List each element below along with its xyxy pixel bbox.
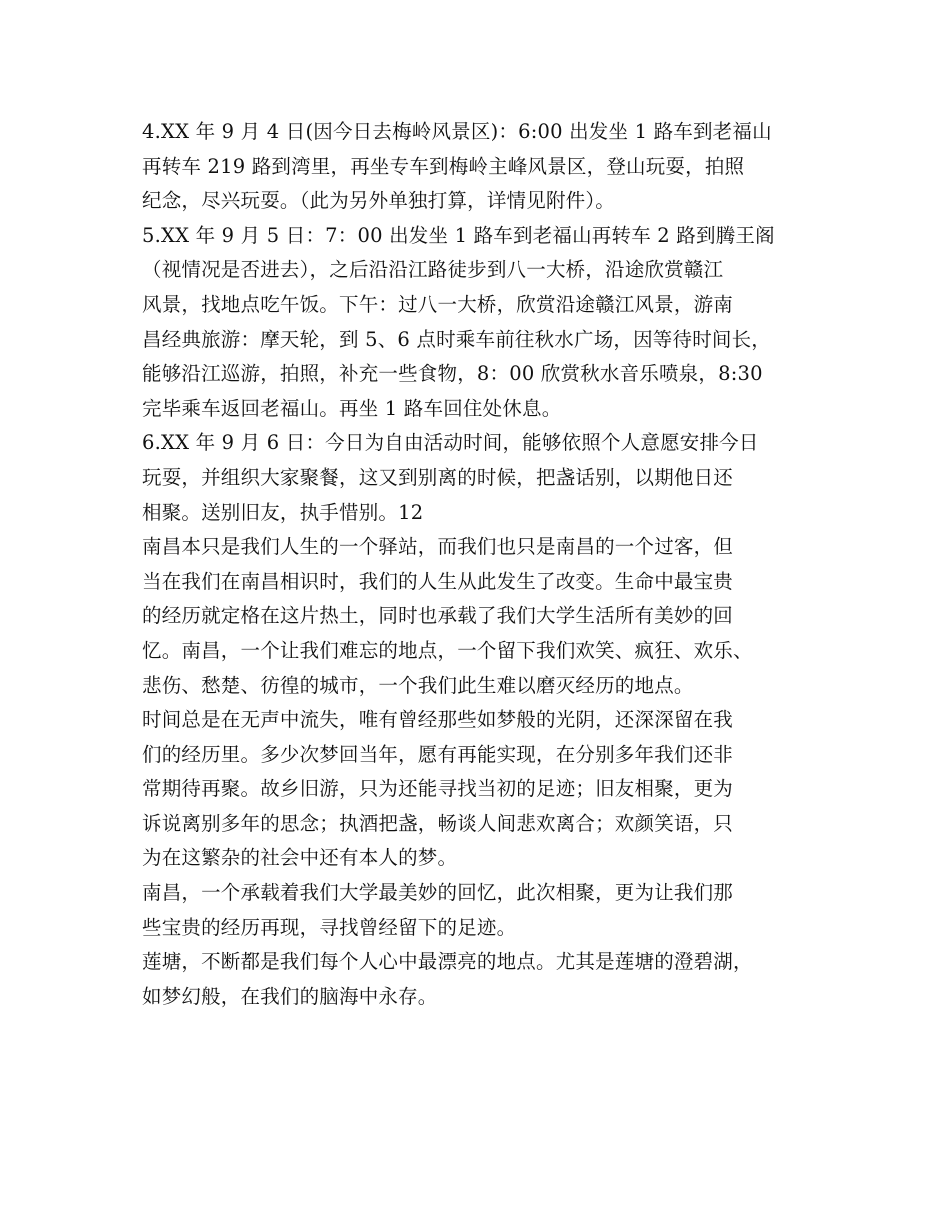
text-line: （视情况是否进去），之后沿沿江路徒步到八一大桥，沿途欣赏赣江 [142,258,724,282]
text-line: 再转车 219 路到湾里，再坐专车到梅岭主峰风景区，登山玩耍，拍照 [142,154,745,178]
text-line: 当在我们在南昌相识时，我们的人生从此发生了改变。生命中最宝贵 [142,569,734,593]
text-line: 悲伤、愁楚、彷徨的城市，一个我们此生难以磨灭经历的地点。 [142,673,694,697]
text-line: 南昌，一个承载着我们大学最美妙的回忆，此次相聚，更为让我们那 [142,881,734,905]
text-line: 5.XX 年 9 月 5 日：7：00 出发坐 1 路车到老福山再转车 2 路到腾王阁 [142,223,775,247]
text-line: 玩耍，并组织大家聚餐，这又到别离的时候，把盏话别，以期他日还 [142,465,734,489]
document-body [142,115,832,1014]
text-line: 完毕乘车返回老福山。再坐 1 路车回住处休息。 [142,396,562,420]
text-line: 为在这繁杂的社会中还有本人的梦。 [142,846,458,870]
text-line: 昌经典旅游：摩天轮，到 5、6 点时乘车前往秋水广场，因等待时间长， [142,327,772,351]
text-line: 能够沿江巡游，拍照，补充一些食物，8：00 欣赏秋水音乐喷泉，8:30 [142,362,763,386]
text-line: 4.XX 年 9 月 4 日(因今日去梅岭风景区)：6:00 出发坐 1 路车到老福山 [142,120,772,143]
text-line: 如梦幻般，在我们的脑海中永存。 [142,984,438,1008]
text-line: 6.XX 年 9 月 6 日：今日为自由活动时间，能够依照个人意愿安排今日 [142,431,759,455]
text-line: 常期待再聚。故乡旧游，只为还能寻找当初的足迹；旧友相聚，更为 [142,777,734,801]
text-line: 南昌本只是我们人生的一个驿站，而我们也只是南昌的一个过客，但 [142,535,734,559]
text-line: 们的经历里。多少次梦回当年，愿有再能实现，在分别多年我们还非 [142,742,734,766]
text-line: 纪念，尽兴玩耍。（此为另外单独打算，详情见附件）。 [142,189,616,213]
text-line: 的经历就定格在这片热土，同时也承载了我们大学生活所有美妙的回 [142,604,734,628]
text-line: 些宝贵的经历再现，寻找曾经留下的足迹。 [142,915,517,939]
text-line: 风景，找地点吃午饭。下午：过八一大桥，欣赏沿途赣江风景，游南 [142,292,734,316]
text-line: 时间总是在无声中流失，唯有曾经那些如梦般的光阴，还深深留在我 [142,708,734,732]
text-line: 莲塘，不断都是我们每个人心中最漂亮的地点。尤其是莲塘的澄碧湖， [142,950,753,974]
text-line: 忆。南昌，一个让我们难忘的地点，一个留下我们欢笑、疯狂、欢乐、 [142,638,753,662]
text-line: 诉说离别多年的思念；执酒把盏，畅谈人间悲欢离合；欢颜笑语，只 [142,811,734,835]
text-line: 相聚。送别旧友，执手惜别。12 [142,500,424,524]
